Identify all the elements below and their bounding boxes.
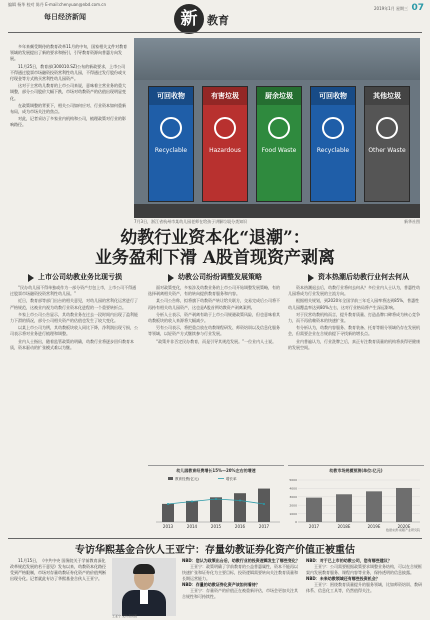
feature-intro: 11月15日，《中共中央 国务院关于学前教育深化改革规范发展的若干意见》发布以来，幼教资本化路径受到严格限制，市场对存量幼教证券化资产的价值判断出现分化。记者就此专访了华熙基金合伙人王亚宁。: [10, 558, 106, 581]
article-paragraph: “政策并非否定民办教育，而是引导其规范发展。”一位业内人士说。: [156, 338, 277, 344]
interview-column: [182, 558, 300, 620]
bin-label: 其他垃圾: [365, 87, 409, 105]
bin-name: Hazardous: [209, 147, 241, 154]
section-rule: [8, 538, 422, 539]
growth-point: [239, 500, 241, 502]
article-paragraph: 分析人士表示，资产剥离有助于上市公司规避政策风险，但也意味着其幼教板块的收入来源将大幅减少。: [148, 311, 280, 324]
article-paragraph: 近日，教育部等部门出台的相关意见，对幼儿园的营利化运营进行了严格规范，这被业内视为幼教行业资本化进程的一个重要转折点。: [10, 298, 138, 310]
y-tick-label: 2000: [289, 503, 297, 508]
bar: [366, 491, 382, 522]
article-paragraph: 有分析认为，幼教内容服务、教育装备、托育等细分领域仍存在发展机会，但需要企业在合规前提下寻找新的增长点。: [288, 325, 420, 337]
newspaper-name: 每日经济新闻: [44, 12, 86, 21]
legend-label: 增长率: [226, 477, 237, 481]
interviewee-photo: [112, 558, 176, 616]
article-paragraph: “民办幼儿园不得单独或作为一部分资产打包上市，上市公司不得通过股票市场融资投资营利性幼儿园。”: [10, 285, 137, 297]
legend-label: 教育经费(亿元): [175, 477, 199, 481]
interview-answer: 王亚宁：围绕教育质量提升的服务领域，比如师资培训、教研体系、信息化工具等，仍然值得关注。: [306, 582, 422, 593]
x-tick-label: 2014: [186, 524, 198, 529]
bar: [186, 501, 198, 522]
x-tick-label: 2013: [162, 524, 174, 529]
bar: [306, 498, 322, 522]
lead-paragraph: 这对于主营幼儿教育的上市公司来说，意味着主营业务的重大调整，部分公司股价大幅下跌，市场对幼教资产的估值出现明显变化。: [10, 83, 126, 101]
hazard-icon: [214, 117, 236, 139]
photo-bin: [310, 86, 356, 202]
x-tick-label: 2020E: [397, 524, 411, 529]
y-tick-label: 1000: [289, 511, 297, 516]
section-title: 教育: [207, 14, 229, 27]
feature-headline: 专访华熙基金合伙人王亚宁：存量幼教证券化资产价值正被重估: [75, 545, 355, 556]
lead-paragraph: 多年来颇受期待的教育改革11月的中旬，国家相关文件对教育领域的发展提出了新的要求和指引，引导教育资源向普惠方向发展。: [10, 44, 128, 62]
lead-column: [10, 44, 128, 214]
market-chart: [288, 465, 424, 531]
lead-paragraph: 对此，记者采访了多家业内机构和公司，梳理政策对行业的影响路径。: [10, 116, 126, 128]
bar: [162, 504, 174, 522]
growth-point: [215, 498, 217, 500]
photo-bin: [202, 86, 248, 202]
article-paragraph: 多家上市公司公告显示，其幼教业务在过去一段时间内出现了盈利能力下滑的情况，部分公司相关资产的估值也发生了较大变化。: [10, 311, 138, 324]
article-paragraph: 某公司公告称，拟将旗下幼教资产转让给关联方，交易完成后公司将不再持有相关幼儿园资产，这也是A股首例幼教资产剥离案例。: [148, 298, 280, 310]
portrait-shirt: [140, 590, 148, 604]
bin-label: 厨余垃圾: [257, 87, 301, 105]
recycle-icon: [160, 117, 182, 139]
bin-name: Food Waste: [261, 147, 297, 154]
subhead: 资本热潮后幼教行业何去何从: [308, 272, 409, 282]
photo-bin: [364, 86, 410, 202]
interview-question: NBD：未来幼教领域还有哪些投资机会？: [306, 576, 380, 581]
interview-column: [306, 558, 422, 620]
issue-date: 2019年1月 星期三: [374, 6, 408, 11]
bar: [258, 489, 270, 522]
interview-question: NBD：存量的幼教证券化资产该如何看待？: [182, 582, 260, 587]
y-tick-label: 0: [295, 520, 297, 525]
page-number: 07: [411, 3, 424, 13]
subhead-row: [8, 272, 422, 284]
bar: [210, 497, 222, 522]
bin-label: 可回收物: [311, 87, 355, 105]
article-paragraph: 面对政策变化，多家涉及幼教业务的上市公司开始调整发展策略，有的选择剥离相关资产，有的转向提供教育服务和内容。: [148, 285, 280, 297]
section-badge: 新: [174, 4, 204, 34]
article-paragraph: 业内人士指出，随着监管政策的明确，幼教行业将逐步回归教育本质，资本驱动的扩张模式难以为继。: [10, 338, 134, 350]
article-paragraph: 业内普遍认为，行业洗牌之后，真正专注教育质量的机构将获得更健康的发展空间。: [288, 338, 420, 350]
article-paragraph: 另有公司表示，将把重点放在幼教课程研发、师资培训以及信息化服务等领域，以轻资产方式继续参与行业发展。: [148, 325, 280, 337]
subhead: 上市公司幼教业务比现亏损: [28, 272, 122, 282]
interview-question: NBD：您认为政策出台后，幼教行业的投资逻辑发生了哪些变化？: [182, 558, 300, 563]
interview-answer: 王亚宁：政策明确了学前教育的公益普惠属性，资本不能再以快速扩张和证券化为主要目标，投资逻辑需要转向关注教育质量和长期运营能力。: [182, 564, 298, 581]
y-tick-label: 3000: [289, 495, 297, 499]
chart-title: 幼教市场规模预测(单位:亿元): [329, 468, 383, 473]
bin-name: Other Waste: [368, 147, 406, 154]
x-tick-label: 2016: [234, 524, 246, 529]
bar: [336, 494, 352, 522]
photo-bin: [148, 86, 194, 202]
growth-point: [263, 503, 265, 505]
article-paragraph: 对于民营幼教机构而言，提升教育质量、打造品牌口碑将成为核心竞争力，而不再依赖资本的快速扩张。: [288, 311, 420, 324]
interview-answer: 王亚宁：公司需要根据政策要求调整业务结构，可以在合规框架内发展教育服务、课程内容等业务，保持透明的信息披露。: [306, 564, 422, 575]
photo-bin: [256, 86, 302, 202]
lead-paragraph: 11月25日，教育部(300010.SZ)公布的新政要求，上市公司不得通过股票市场融资投资营利性幼儿园，不得通过发行股份或支付现金等方式购买营利性幼儿园资产。: [10, 63, 126, 82]
article-column: [10, 285, 140, 465]
header-rule: [8, 32, 422, 33]
interview-question: NBD：对于已上市的幼教公司，您有哪些建议？: [306, 558, 392, 563]
chart-source: 数据来源:前瞻产业研究院: [385, 528, 420, 532]
funding-chart: [148, 465, 284, 531]
photo-caption: [134, 219, 420, 225]
bin-label: 可回收物: [149, 87, 193, 105]
editor-meta: 编辑 杨华 校对 陈丹 E-mail:chenyuan@nbd.com.cn: [8, 2, 107, 7]
article-paragraph: 以某上市公司为例，其幼教板块收入同比下降，净利润出现亏损，公司表示将对业务进行梳理和调整。: [10, 325, 138, 337]
page-header: [0, 0, 430, 32]
legend-swatch: [168, 477, 173, 480]
article-paragraph: 根据相关规划，到2020年全国学前三年毛入园率将达到85%，普惠性幼儿园覆盖率达到80%左右，这对行业格局将产生深远影响。: [288, 298, 420, 310]
photo-wall: [134, 38, 420, 80]
caption-text: 7月3日，浙江省杭州市某幼儿园老师在给孩子讲解垃圾分类知识: [134, 219, 248, 224]
food-icon: [268, 117, 290, 139]
main-headline-line2: 业务盈利下滑 A股首现资产剥离: [94, 248, 336, 268]
bin-name: Recyclable: [154, 147, 188, 154]
subhead: 幼教公司纷纷调整发展策略: [168, 272, 262, 282]
y-tick-label: 5000: [289, 478, 297, 483]
news-photo: [134, 38, 420, 218]
x-tick-label: 2017: [308, 524, 320, 529]
bar: [234, 493, 246, 522]
main-headline-line1: 幼教行业资本化“退潮”：: [120, 228, 310, 248]
trash-icon: [376, 117, 398, 139]
growth-point: [191, 501, 193, 503]
interview-answer: 王亚宁：存量资产的价值正在被重新评估，市场会更加关注其合规性和可持续性。: [182, 588, 298, 599]
article-column: [148, 285, 280, 465]
photo-floor: [134, 204, 420, 218]
y-tick-label: 4000: [289, 486, 297, 491]
recycle-icon: [322, 117, 344, 139]
funding-chart-svg: [148, 476, 284, 532]
lead-paragraph: 在政策调整的背景下，相关公司如何应对、行业资本如何重新布局，成为市场关注的焦点。: [10, 102, 126, 115]
portrait-caption: 王亚宁 受访者供图: [112, 614, 137, 618]
x-tick-label: 2017: [258, 524, 270, 529]
photo-source: 新华社图: [404, 219, 420, 224]
portrait-hair: [133, 564, 155, 574]
article-paragraph: 资本热潮退去后，幼教行业将何去何从？多位业内人士认为，普惠性幼儿园将成为行业发展的主流方向。: [288, 285, 420, 297]
x-tick-label: 2015: [210, 524, 222, 529]
article-column: [288, 285, 420, 465]
x-tick-label: 2018E: [337, 524, 351, 529]
market-chart-svg: [288, 476, 424, 532]
bin-label: 有害垃圾: [203, 87, 247, 105]
bar: [396, 488, 412, 522]
growth-point: [167, 503, 169, 505]
bin-name: Recyclable: [316, 147, 350, 154]
x-tick-label: 2019E: [367, 524, 381, 529]
chart-title: 幼儿园教育经费增长15%—20%左右的增速: [176, 468, 256, 473]
